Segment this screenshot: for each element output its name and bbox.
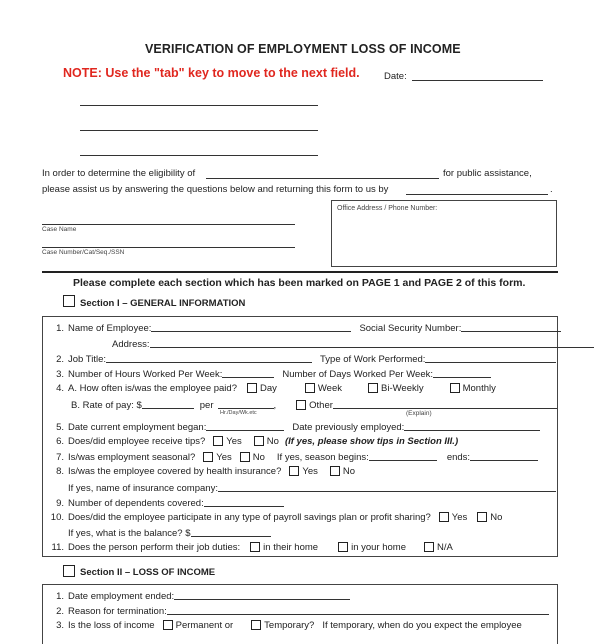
- s1-row-7: 7. Is/was employment seasonal? Yes No If yes, season begins: ends:: [42, 451, 538, 463]
- paid-week-checkbox[interactable]: [305, 383, 315, 393]
- rate-of-pay-field[interactable]: [142, 399, 194, 409]
- s2-row-1: 1. Date employment ended:: [42, 590, 350, 602]
- s1-row-6: 6. Does/did employee receive tips? Yes No (If yes, please show tips in Section III.): [56, 436, 459, 447]
- addressee-line-1[interactable]: [80, 105, 318, 106]
- section1-title: Section I – GENERAL INFORMATION: [80, 298, 246, 309]
- loss-temporary-checkbox[interactable]: [251, 620, 261, 630]
- s1-row-10: 10. Does/did the employee participate in any type of payroll savings plan or profit sharing? Yes No: [50, 512, 503, 523]
- office-address-label: Office Address / Phone Number:: [337, 205, 438, 212]
- s1-row-address: Address:: [42, 338, 594, 350]
- season-ends-field[interactable]: [470, 451, 538, 461]
- insurance-yes-checkbox[interactable]: [289, 466, 299, 476]
- s1-row-8: 8. Is/was the employee covered by health insurance? Yes No: [56, 466, 356, 477]
- divider: [42, 271, 558, 273]
- s1-row-11: 11. Does the person perform their job duties: in their home in your home N/A: [51, 542, 453, 553]
- savings-yes-checkbox[interactable]: [439, 512, 449, 522]
- duties-na-checkbox[interactable]: [424, 542, 434, 552]
- savings-balance-field[interactable]: [191, 527, 271, 537]
- type-of-work-field[interactable]: [425, 353, 556, 363]
- section2-checkbox[interactable]: [63, 565, 75, 577]
- duties-your-home-checkbox[interactable]: [338, 542, 348, 552]
- insurance-no-checkbox[interactable]: [330, 466, 340, 476]
- s2-row-3: 3. Is the loss of income Permanent or Temporary? If temporary, when do you expect the employee: [56, 620, 522, 631]
- job-title-field[interactable]: [106, 353, 312, 363]
- return-by-date-field[interactable]: [406, 194, 548, 195]
- seasonal-no-checkbox[interactable]: [240, 452, 250, 462]
- seasonal-yes-checkbox[interactable]: [203, 452, 213, 462]
- employment-ended-field[interactable]: [174, 590, 350, 600]
- applicant-name-field[interactable]: [206, 178, 439, 179]
- intro-text-2b: .: [550, 184, 553, 195]
- s1-row-10-balance: If yes, what is the balance? $: [42, 527, 271, 539]
- savings-no-checkbox[interactable]: [477, 512, 487, 522]
- section2-title: Section II – LOSS OF INCOME: [80, 567, 216, 578]
- employee-name-field[interactable]: [151, 322, 351, 332]
- s1-row-5: 5. Date current employment began: Date previously employed:: [42, 421, 540, 433]
- other-checkbox[interactable]: [296, 400, 306, 410]
- s2-row-2: 2. Reason for termination:: [42, 605, 549, 617]
- days-per-week-field[interactable]: [433, 368, 491, 378]
- section1-checkbox[interactable]: [63, 295, 75, 307]
- s1-row-1: 1. Name of Employee: Social Security Number:: [42, 322, 561, 334]
- season-begins-field[interactable]: [369, 451, 437, 461]
- dependents-field[interactable]: [204, 497, 284, 507]
- address-field[interactable]: [150, 338, 594, 348]
- paid-monthly-checkbox[interactable]: [450, 383, 460, 393]
- paid-biweekly-checkbox[interactable]: [368, 383, 378, 393]
- date-field[interactable]: [412, 80, 543, 81]
- explain-hint: (Explain): [406, 410, 432, 417]
- case-name-field[interactable]: [42, 224, 295, 225]
- s1-row-2: 2. Job Title: Type of Work Performed:: [42, 353, 556, 365]
- employment-began-field[interactable]: [206, 421, 284, 431]
- addressee-line-3[interactable]: [80, 155, 318, 156]
- intro-text-1b: for public assistance,: [443, 168, 532, 179]
- hours-per-week-field[interactable]: [222, 368, 274, 378]
- instruction-text: Please complete each section which has been marked on PAGE 1 and PAGE 2 of this form.: [73, 277, 526, 289]
- termination-reason-field[interactable]: [167, 605, 549, 615]
- duties-their-home-checkbox[interactable]: [250, 542, 260, 552]
- pay-period-field[interactable]: [218, 399, 274, 409]
- s1-row-8-insurer: If yes, name of insurance company:: [42, 482, 556, 494]
- other-explain-field[interactable]: [333, 399, 557, 409]
- case-number-field[interactable]: [42, 247, 295, 248]
- case-name-label: Case Name: [42, 226, 77, 233]
- insurance-company-field[interactable]: [218, 482, 556, 492]
- tab-key-note: NOTE: Use the "tab" key to move to the next field.: [63, 66, 360, 80]
- paid-day-checkbox[interactable]: [247, 383, 257, 393]
- s1-row-4a: 4. A. How often is/was the employee paid? Day Week Bi-Weekly Monthly: [56, 383, 496, 394]
- rate-hint: Hr./Day/Wk.etc: [220, 410, 257, 416]
- loss-permanent-checkbox[interactable]: [163, 620, 173, 630]
- intro-text-1a: In order to determine the eligibility of: [42, 168, 196, 179]
- s1-row-9: 9. Number of dependents covered:: [42, 497, 284, 509]
- ssn-field[interactable]: [461, 322, 561, 332]
- s1-row-4b: B. Rate of pay: $ per , Other: [42, 399, 557, 411]
- s1-row-3: 3. Number of Hours Worked Per Week: Number of Days Worked Per Week:: [42, 368, 491, 380]
- intro-text-2a: please assist us by answering the questions below and returning this form to us by: [42, 184, 389, 195]
- tips-yes-checkbox[interactable]: [213, 436, 223, 446]
- previously-employed-field[interactable]: [404, 421, 540, 431]
- date-label: Date:: [384, 71, 407, 82]
- tips-no-checkbox[interactable]: [254, 436, 264, 446]
- case-number-label: Case Number/Cat/Seq./SSN: [42, 249, 125, 256]
- addressee-line-2[interactable]: [80, 130, 318, 131]
- form-title: VERIFICATION OF EMPLOYMENT LOSS OF INCOME: [145, 42, 461, 56]
